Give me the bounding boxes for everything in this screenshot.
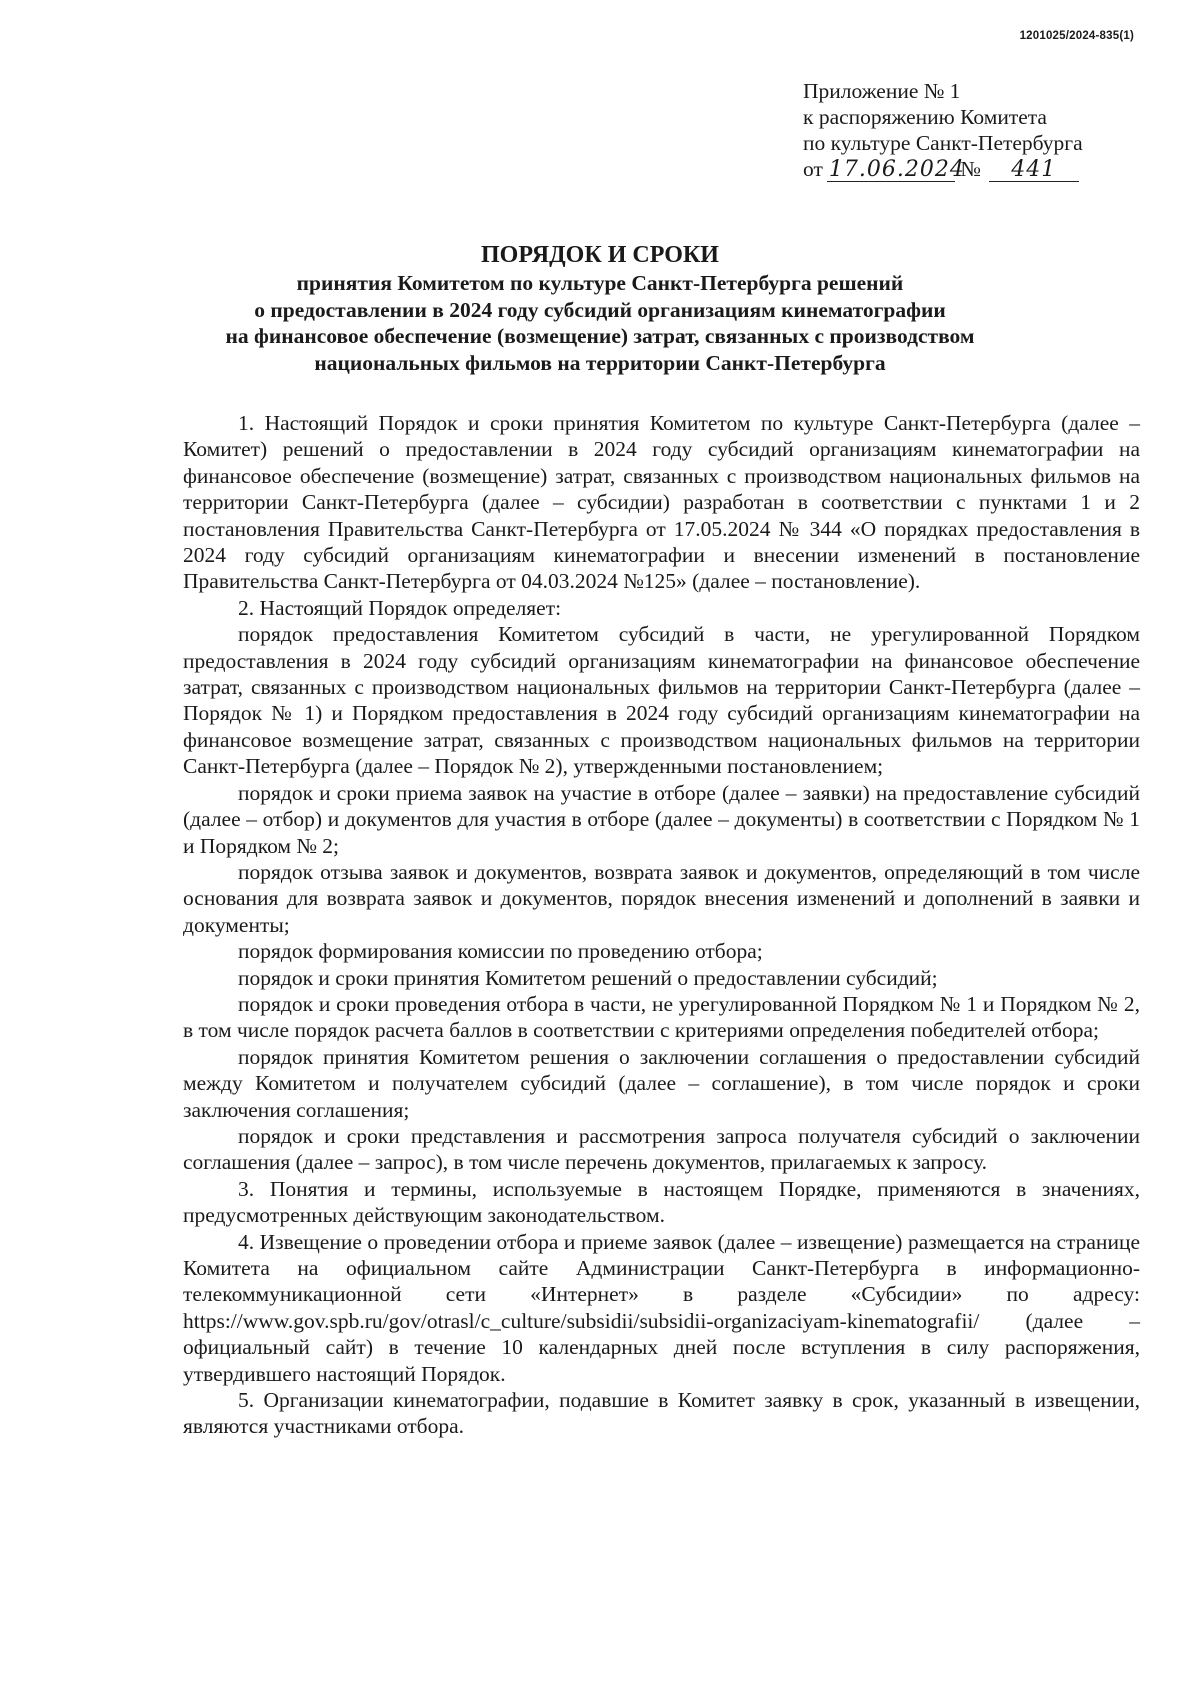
document-body xyxy=(183,410,1140,1440)
appendix-line-2: к распоряжению Комитета xyxy=(803,105,1047,129)
document-title: ПОРЯДОК И СРОКИ xyxy=(481,242,719,268)
paragraph-2-item-8: порядок и сроки представления и рассмотрения запроса получателя субсидий о заключении соглашения (далее – запрос), в том числе перечень документов, прилагаемых к запросу. xyxy=(183,1123,1140,1175)
document-id: 1201025/2024-835(1) xyxy=(1019,30,1134,42)
paragraph-1: 1. Настоящий Порядок и сроки принятия Комитетом по культуре Санкт-Петербурга (далее – Комитет) решений о предоставлении в 2024 году субсидий организациям кинематографии на финансовое обеспечение (возмещение) затрат, связанных с производством национальных фильмов на территории Санкт-Петербурга (далее – субсидии) разработан в соответствии с пунктами 1 и 2 постановления Правительства Санкт-Петербурга от 17.05.2024 № 344 «О порядках предоставления в 2024 году субсидий организациям кинематографии и внесении изменений в постановление Правительства Санкт-Петербурга от 04.03.2024 №125» (далее – постановление). xyxy=(183,411,1140,594)
paragraph-2: 2. Настоящий Порядок определяет: xyxy=(238,595,562,620)
handwritten-number: 441 xyxy=(989,159,1079,182)
subtitle-line-3: на финансовое обеспечение (возмещение) затрат, связанных с производством xyxy=(225,324,975,348)
paragraph-2-item-3: порядок отзыва заявок и документов, возврата заявок и документов, определяющий в том числе основания для возврата заявок и документов, порядок внесения изменений и дополнений в заявки и документы; xyxy=(183,859,1140,937)
number-prefix: № xyxy=(960,157,981,181)
appendix-block xyxy=(803,78,1083,182)
document-heading xyxy=(130,240,1070,376)
paragraph-4: 4. Извещение о проведении отбора и приеме заявок (далее – извещение) размещается на странице Комитета на официальном сайте Администрации Санкт-Петербурга в информационно-телекоммуникационной сети «Интернет» в разделе «Субсидии» по адресу: https://www.gov.spb.ru/gov/otrasl/c_culture/subsidii/subsidii-organizaciyam-kinematografii/ (далее – официальный сайт) в течение 10 календарных дней после вступления в силу распоряжения, утвердившего настоящий Порядок. xyxy=(183,1229,1140,1386)
subtitle-line-2: о предоставлении в 2024 году субсидий организациям кинематографии xyxy=(254,297,946,322)
appendix-date-line xyxy=(803,156,1083,182)
paragraph-2-item-1: порядок предоставления Комитетом субсидий в части, не урегулированной Порядком предоставления в 2024 году субсидий организациям кинематографии на финансовое обеспечение затрат, связанных с производством национальных фильмов на территории Санкт-Петербурга (далее – Порядок № 1) и Порядком предоставления в 2024 году субсидий организациям кинематографии на финансовое возмещение затрат, связанных с производством национальных фильмов на территории Санкт-Петербурга (далее – Порядок № 2), утвержденными постановлением; xyxy=(183,622,1140,779)
appendix-line-1: Приложение № 1 xyxy=(803,79,961,103)
subtitle-line-4: национальных фильмов на территории Санкт-Петербурга xyxy=(314,350,886,375)
paragraph-2-item-7: порядок принятия Комитетом решения о заключении соглашения о предоставлении субсидий между Комитетом и получателем субсидий (далее – соглашение), в том числе порядок и сроки заключения соглашения; xyxy=(183,1044,1140,1122)
subtitle-line-1: принятия Комитетом по культуре Санкт-Петербурга решений xyxy=(296,271,904,295)
paragraph-5: 5. Организации кинематографии, подавшие в Комитет заявку в срок, указанный в извещении, являются участниками отбора. xyxy=(183,1388,1140,1439)
paragraph-2-item-2: порядок и сроки приема заявок на участие в отборе (далее – заявки) на предоставление субсидий (далее – отбор) и документов для участия в отборе (далее – документы) в соответствии с Порядком № 1 и Порядком № 2; xyxy=(183,780,1140,858)
appendix-line-3: по культуре Санкт-Петербурга xyxy=(803,131,1083,155)
handwritten-date: 17.06.2024 xyxy=(828,157,965,182)
paragraph-3: 3. Понятия и термины, используемые в настоящем Порядке, применяются в значениях, предусмотренных действующим законодательством. xyxy=(183,1176,1140,1228)
paragraph-2-item-6: порядок и сроки проведения отбора в части, не урегулированной Порядком № 1 и Порядком № 2, в том числе порядок расчета баллов в соответствии с критериями определения победителей отбора; xyxy=(183,991,1140,1043)
paragraph-2-item-5: порядок и сроки принятия Комитетом решений о предоставлении субсидий; xyxy=(238,965,938,990)
paragraph-2-item-4: порядок формирования комиссии по проведению отбора; xyxy=(238,939,763,964)
date-prefix: от xyxy=(803,157,823,181)
